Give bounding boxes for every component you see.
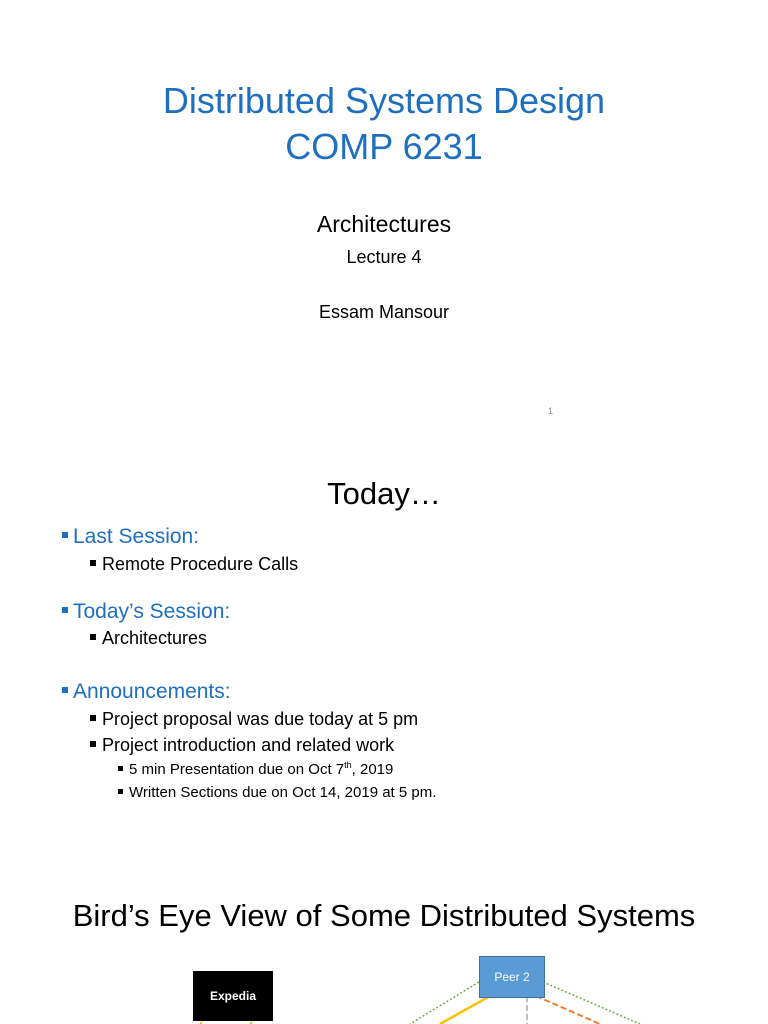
connector-line bbox=[440, 996, 490, 1024]
diagram-connections bbox=[0, 870, 768, 1024]
bullet-architectures: Architectures bbox=[90, 628, 207, 649]
slide-title: Bird’s Eye View of Some Distributed Systems bbox=[72, 898, 696, 933]
bullet-intro-related-work: Project introduction and related work bbox=[90, 735, 394, 756]
bullet-last-session: Last Session: bbox=[62, 525, 199, 549]
page-number: 1 bbox=[548, 406, 554, 416]
bullet-rpc: Remote Procedure Calls bbox=[90, 554, 298, 575]
bullet-written-sections: Written Sections due on Oct 14, 2019 at 5 pm. bbox=[118, 784, 436, 801]
connector-line bbox=[543, 982, 640, 1024]
bullet-proposal: Project proposal was due today at 5 pm bbox=[90, 709, 418, 730]
bullet-square-icon bbox=[62, 532, 68, 538]
course-code: COMP 6231 bbox=[285, 126, 483, 167]
bullet-square-icon bbox=[90, 741, 96, 747]
bullet-square-icon bbox=[90, 634, 96, 640]
slide-title: Today… bbox=[327, 476, 441, 511]
bullet-square-icon bbox=[118, 789, 123, 794]
birds-eye-slide bbox=[0, 870, 768, 1024]
bullet-square-icon bbox=[62, 607, 68, 613]
bullet-square-icon bbox=[62, 687, 68, 693]
author-name: Essam Mansour bbox=[318, 302, 450, 322]
course-title: Distributed Systems Design bbox=[162, 80, 606, 121]
bullet-todays-session: Today’s Session: bbox=[62, 600, 230, 624]
title-slide bbox=[0, 0, 768, 430]
expedia-node: Expedia bbox=[193, 971, 273, 1021]
bullet-square-icon bbox=[90, 715, 96, 721]
lecture-topic: Architectures bbox=[316, 211, 452, 237]
agenda-slide bbox=[0, 440, 768, 860]
lecture-number: Lecture 4 bbox=[346, 247, 422, 267]
bullet-square-icon bbox=[118, 766, 123, 771]
connector-line bbox=[536, 996, 600, 1024]
bullet-square-icon bbox=[90, 560, 96, 566]
peer2-node: Peer 2 bbox=[479, 956, 545, 998]
bullet-presentation: 5 min Presentation due on Oct 7th, 2019 bbox=[118, 760, 393, 778]
connector-line bbox=[410, 982, 479, 1024]
bullet-announcements: Announcements: bbox=[62, 680, 231, 704]
